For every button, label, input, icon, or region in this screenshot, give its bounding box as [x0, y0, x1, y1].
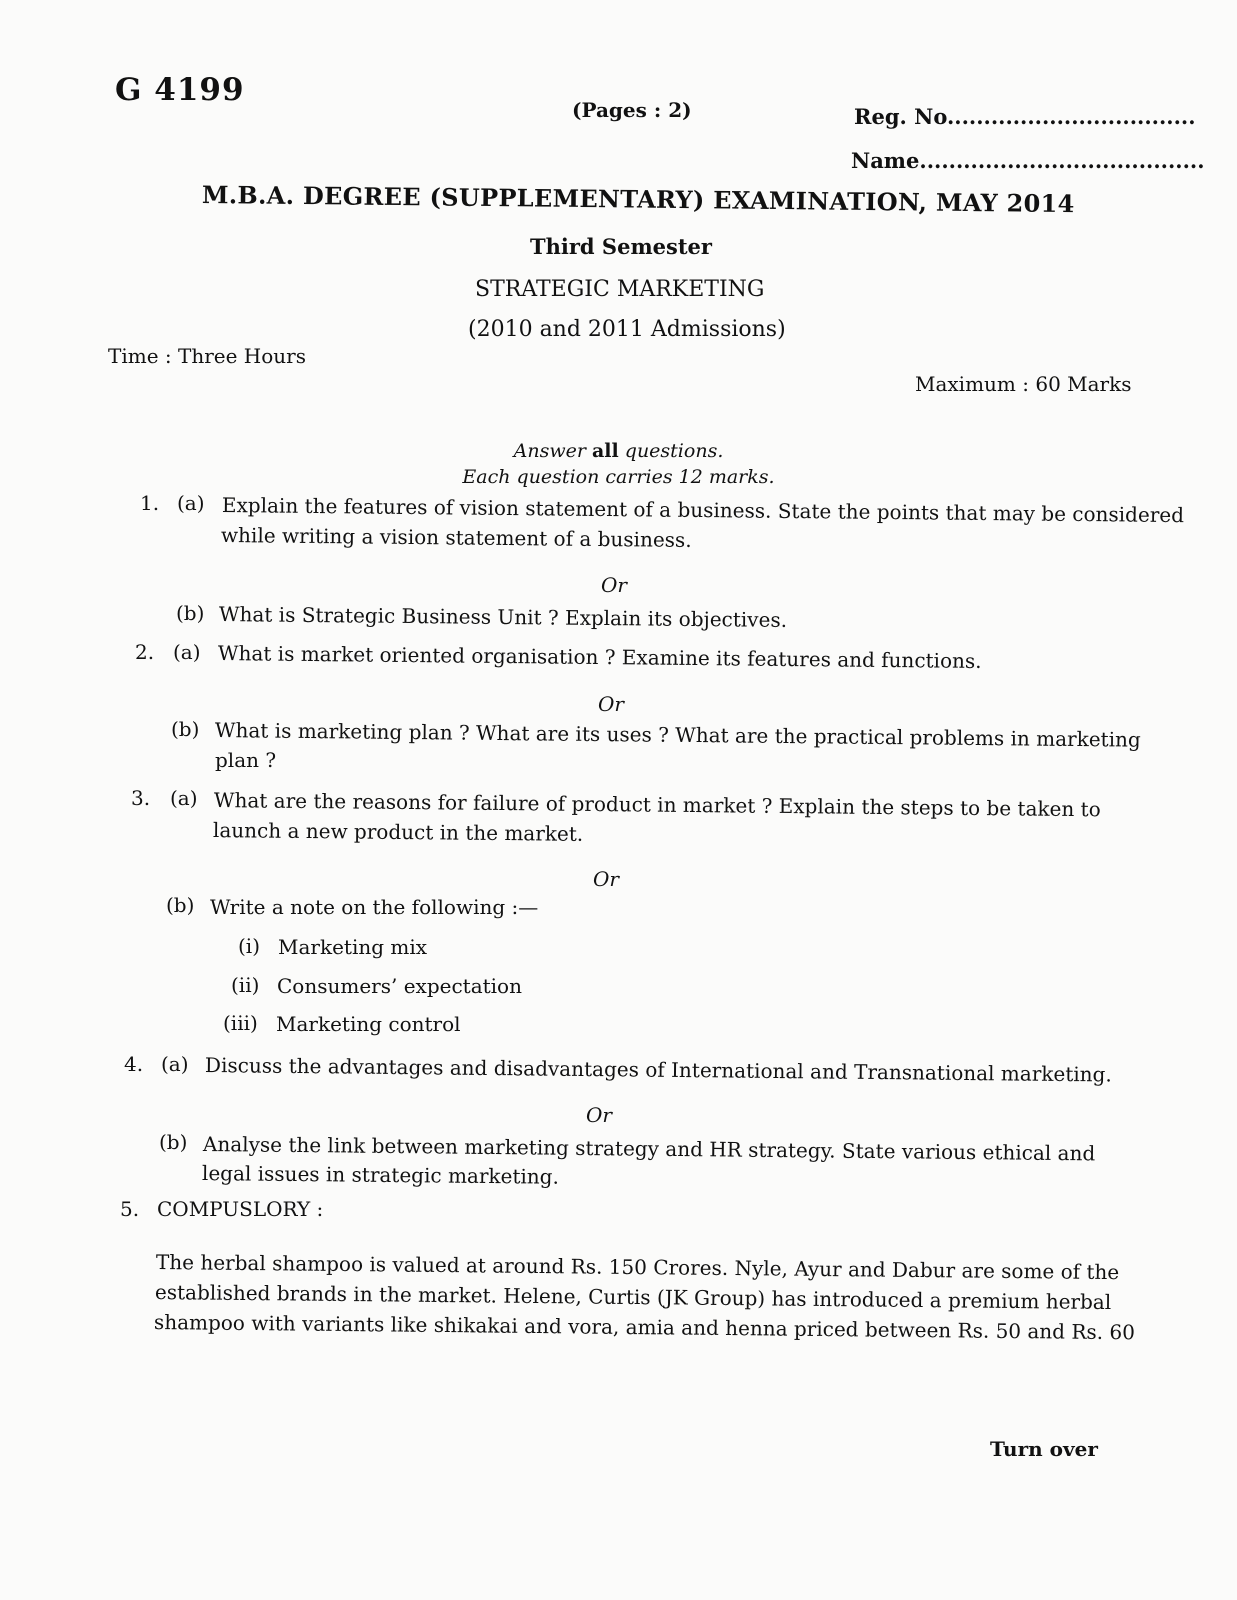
question-2-number: 2.: [135, 640, 155, 664]
instruction-line-1: [0, 440, 1237, 462]
instruction-questions: questions.: [624, 440, 724, 462]
question-5-paragraph-line-2: established brands in the market. Helene, Curtis (JK Group) has introduced a premium herbal: [154, 1280, 1112, 1315]
question-4b-label: (b): [159, 1130, 188, 1154]
time-allowed: Time : Three Hours: [108, 344, 306, 368]
or-separator: Or: [586, 1103, 612, 1127]
question-1b-label: (b): [176, 601, 205, 625]
semester: Third Semester: [530, 234, 712, 259]
question-3b-label: (b): [166, 893, 195, 917]
page-count: (Pages : 2): [572, 98, 692, 122]
turn-over: Turn over: [990, 1437, 1098, 1461]
or-separator: Or: [593, 867, 619, 891]
question-2b-line-1: What is marketing plan ? What are its uses ? What are the practical problems in marketing: [214, 718, 1141, 752]
question-2b-label: (b): [171, 717, 200, 741]
question-3b-sub-3-label: (iii): [223, 1011, 258, 1035]
question-5-number: 5.: [120, 1197, 140, 1221]
question-3b-sub-1-label: (i): [238, 934, 261, 958]
reg-no-field: Reg. No..................................: [854, 104, 1196, 129]
question-1a-label: (a): [177, 491, 205, 515]
question-2b-line-2: plan ?: [215, 748, 277, 772]
question-3b-sub-3-text: Marketing control: [276, 1012, 461, 1036]
maximum-marks: Maximum : 60 Marks: [915, 372, 1132, 396]
or-separator: Or: [601, 573, 627, 597]
question-3b-sub-2-label: (ii): [231, 973, 260, 997]
question-5-paragraph-line-1: The herbal shampoo is valued at around Rs. 150 Crores. Nyle, Ayur and Dabur are some of the: [155, 1250, 1120, 1285]
question-1a-line-1: Explain the features of vision statement of a business. State the points that may be considered: [221, 493, 1185, 528]
question-3b-sub-1-text: Marketing mix: [278, 935, 428, 959]
question-3a-line-1: What are the reasons for failure of product in market ? Explain the steps to be taken to: [213, 788, 1101, 822]
exam-title: M.B.A. DEGREE (SUPPLEMENTARY) EXAMINATION, MAY 2014: [201, 180, 1075, 219]
question-1-number: 1.: [140, 491, 160, 515]
question-5-heading: COMPUSLORY :: [157, 1197, 324, 1221]
question-2a-label: (a): [173, 640, 201, 664]
question-3a-label: (a): [170, 786, 198, 810]
question-4a-label: (a): [161, 1052, 189, 1076]
question-3b-line-1: Write a note on the following :—: [210, 895, 539, 919]
name-field: Name.......................................: [851, 148, 1205, 173]
or-separator: Or: [598, 692, 624, 716]
question-4b-line-1: Analyse the link between marketing strategy and HR strategy. State various ethical and: [202, 1132, 1096, 1166]
question-3a-line-2: launch a new product in the market.: [212, 818, 584, 846]
instruction-line-2: Each question carries 12 marks.: [462, 466, 775, 488]
question-4b-line-2: legal issues in strategic marketing.: [201, 1161, 560, 1189]
admissions: (2010 and 2011 Admissions): [468, 317, 786, 342]
instruction-answer: Answer: [513, 440, 586, 462]
question-5-paragraph-line-3: shampoo with variants like shikakai and vora, amia and henna priced between Rs. 50 and Rs. 60: [153, 1310, 1136, 1345]
subject: STRATEGIC MARKETING: [475, 277, 765, 302]
question-1b-line-1: What is Strategic Business Unit ? Explain its objectives.: [218, 602, 788, 632]
question-4a-line-1: Discuss the advantages and disadvantages of International and Transnational marketing.: [204, 1053, 1112, 1087]
paper-code: G 4199: [115, 72, 245, 108]
question-2a-line-1: What is market oriented organisation ? Examine its features and functions.: [217, 641, 982, 673]
instruction-all: all: [591, 440, 619, 462]
question-1a-line-2: while writing a vision statement of a business.: [220, 523, 692, 552]
question-3b-sub-2-text: Consumers’ expectation: [277, 974, 522, 998]
question-3-number: 3.: [131, 786, 151, 810]
question-4-number: 4.: [124, 1052, 144, 1076]
